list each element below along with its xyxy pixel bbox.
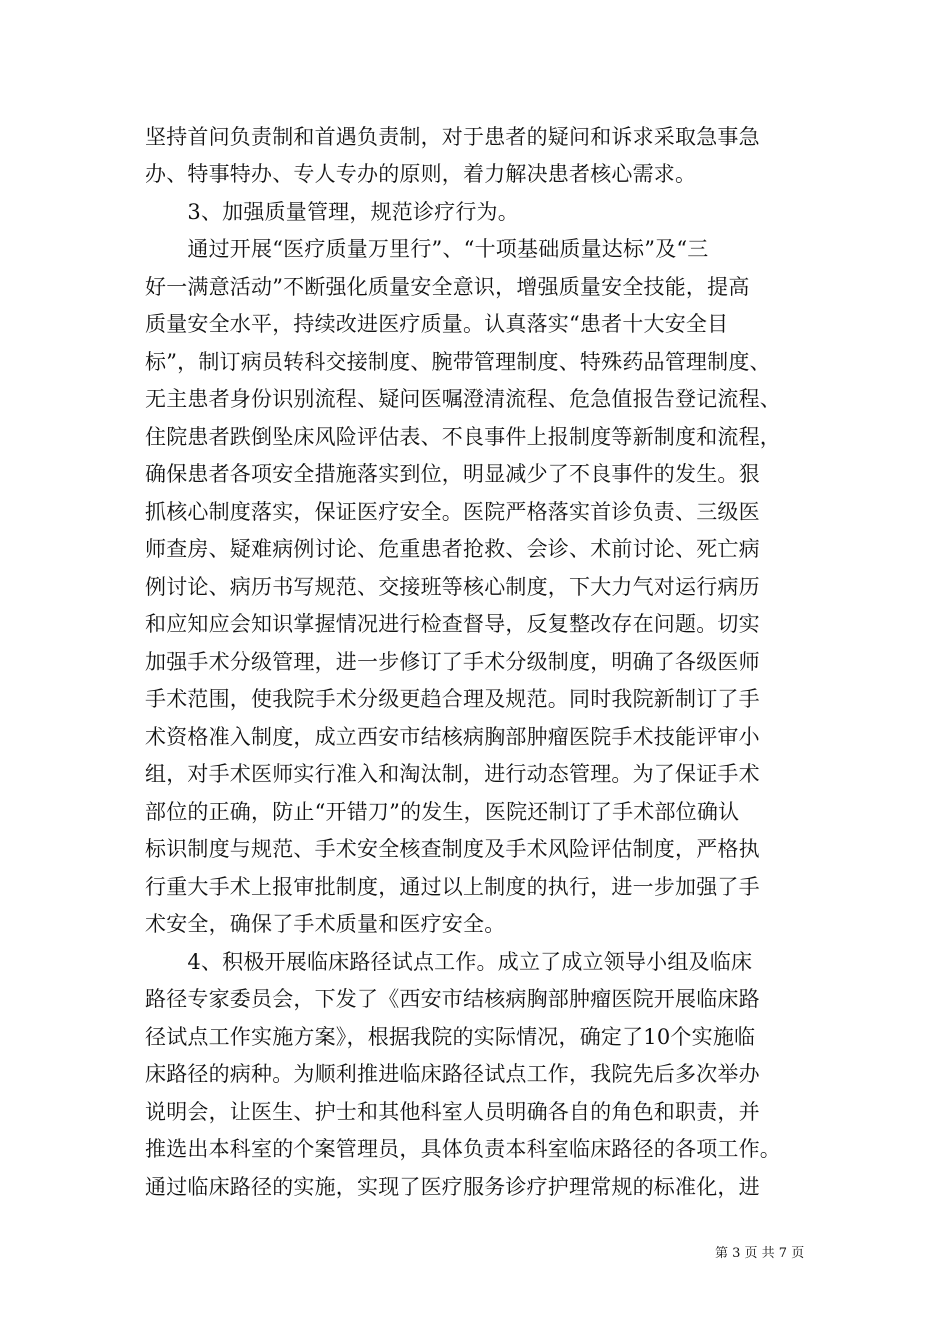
text-line: 4、积极开展临床路径试点工作。成立了成立领导小组及临床	[145, 950, 753, 974]
text-line: 抓核心制度落实，保证医疗安全。医院严格落实首诊负责、三级医	[145, 500, 760, 524]
text-line: 好一满意活动”不断强化质量安全意识，增强质量安全技能，提高	[145, 275, 750, 299]
text-line: 师查房、疑难病例讨论、危重患者抢救、会诊、术前讨论、死亡病	[145, 537, 760, 561]
text-line: 术资格准入制度，成立西安市结核病胸部肿瘤医院手术技能评审小	[145, 725, 760, 749]
text-line: 3、加强质量管理，规范诊疗行为。	[145, 200, 519, 224]
text-line: 坚持首问负责制和首遇负责制，对于患者的疑问和诉求采取急事急	[145, 125, 760, 149]
text-line: 手术范围，使我院手术分级更趋合理及规范。同时我院新制订了手	[145, 687, 760, 711]
text-line: 部位的正确，防止“开错刀”的发生，医院还制订了手术部位确认	[145, 800, 740, 824]
text-line: 质量安全水平，持续改进医疗质量。认真落实“患者十大安全目	[145, 312, 729, 336]
text-line: 加强手术分级管理，进一步修订了手术分级制度，明确了各级医师	[145, 650, 760, 674]
text-line: 说明会，让医生、护士和其他科室人员明确各自的角色和职责，并	[145, 1100, 760, 1124]
text-line: 床路径的病种。为顺利推进临床路径试点工作，我院先后多次举办	[145, 1062, 760, 1086]
text-line: 和应知应会知识掌握情况进行检查督导，反复整改存在问题。切实	[145, 612, 760, 636]
text-line: 住院患者跌倒坠床风险评估表、不良事件上报制度等新制度和流程，	[145, 425, 781, 449]
text-line: 推选出本科室的个案管理员，具体负责本科室临床路径的各项工作。	[145, 1137, 781, 1161]
text-line: 无主患者身份识别流程、疑问医嘱澄清流程、危急值报告登记流程、	[145, 387, 781, 411]
page-number: 第 3 页 共 7 页	[715, 1246, 805, 1261]
text-line: 通过临床路径的实施，实现了医疗服务诊疗护理常规的标准化，进	[145, 1175, 760, 1199]
text-line: 例讨论、病历书写规范、交接班等核心制度，下大力气对运行病历	[145, 575, 760, 599]
text-line: 标”，制订病员转科交接制度、腕带管理制度、特殊药品管理制度、	[145, 350, 771, 374]
text-line: 确保患者各项安全措施落实到位，明显减少了不良事件的发生。狠	[145, 462, 760, 486]
text-line: 组，对手术医师实行准入和淘汰制，进行动态管理。为了保证手术	[145, 762, 760, 786]
text-line: 标识制度与规范、手术安全核查制度及手术风险评估制度，严格执	[145, 837, 760, 861]
text-line: 办、特事特办、专人专办的原则，着力解决患者核心需求。	[145, 162, 697, 186]
text-line: 径试点工作实施方案》，根据我院的实际情况，确定了10个实施临	[145, 1025, 756, 1049]
text-line: 行重大手术上报审批制度，通过以上制度的执行，进一步加强了手	[145, 875, 760, 899]
text-line: 通过开展“医疗质量万里行”、“十项基础质量达标”及“三	[145, 237, 709, 261]
text-line: 术安全，确保了手术质量和医疗安全。	[145, 912, 506, 936]
text-line: 路径专家委员会，下发了《西安市结核病胸部肿瘤医院开展临床路	[145, 987, 760, 1011]
